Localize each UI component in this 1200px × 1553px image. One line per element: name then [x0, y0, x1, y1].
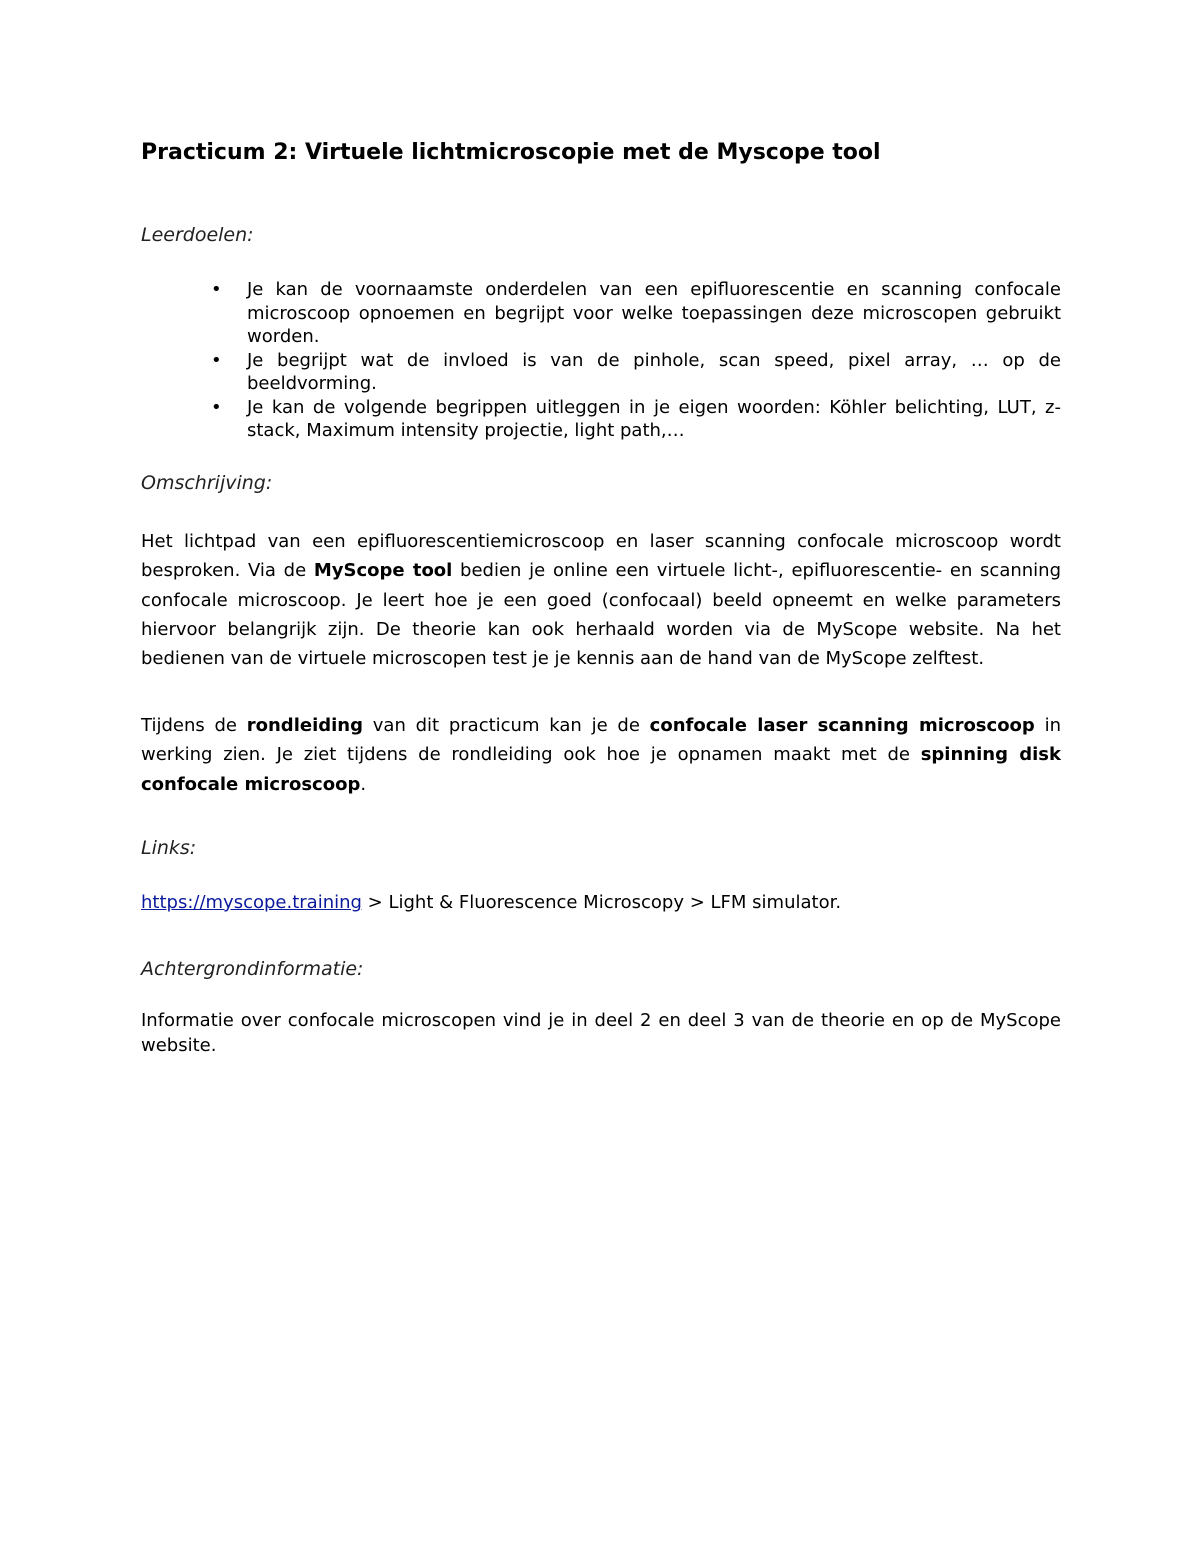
text-span: Het lichtpad van een epifluorescentiemicroscoop en laser scanning confocale microscoop wordt besproken. Via de [141, 531, 1061, 582]
list-item [141, 278, 1061, 349]
list-item-text: Je begrijpt wat de invloed is van de pinhole, scan speed, pixel array, … op de beeldvorming. [247, 349, 1061, 394]
list-item [141, 396, 1061, 443]
links-heading: Links: [141, 837, 197, 859]
bold-confocal-laser: confocale laser scanning microscoop [649, 715, 1035, 736]
bullet-icon: • [211, 349, 222, 371]
text-span: in werking zien. Je ziet tijdens de rondleiding ook hoe je opnamen maakt met de [141, 715, 1061, 766]
text-span: . [360, 773, 367, 795]
omschrijving-heading: Omschrijving: [141, 472, 273, 494]
links-line [141, 892, 841, 913]
bullet-icon: • [211, 279, 222, 300]
bold-myscope-tool: MyScope tool [313, 560, 453, 582]
leerdoelen-list [141, 278, 1061, 443]
text-span: van dit practicum kan je de [363, 715, 650, 736]
link-path-text: > Light & Fluorescence Microscopy > LFM simulator. [361, 892, 842, 913]
list-item-text: Je kan de voornaamste onderdelen van een epifluorescentie en scanning confocale microscoop opnoemen en begrijpt voor welke toepassingen deze microscopen gebruikt worden. [247, 279, 1061, 347]
bullet-icon: • [211, 396, 222, 418]
bold-spinning-disk: spinning disk confocale microscoop [141, 744, 1061, 795]
rondleiding-paragraph [141, 711, 1061, 799]
text-span: Tijdens de [141, 715, 247, 736]
text-span: bedien je online een virtuele licht-, epifluorescentie- en scanning confocale microscoop. Je leert hoe je een goed (confocaal) beeld opneemt en welke parameters hiervoor belangrijk zijn. De theorie kan ook herhaald worden via de MyScope website. Na het bedienen van de virtuele microscopen test je je kennis aan de hand van de MyScope zelftest. [141, 560, 1062, 670]
leerdoelen-heading: Leerdoelen: [141, 224, 254, 246]
list-item [141, 349, 1061, 396]
document-title: Practicum 2: Virtuele lichtmicroscopie met de Myscope tool [141, 140, 881, 165]
bold-rondleiding: rondleiding [246, 715, 363, 736]
omschrijving-paragraph [141, 527, 1061, 673]
list-item-text: Je kan de volgende begrippen uitleggen in je eigen woorden: Köhler belichting, LUT, z-stack, Maximum intensity projectie, light path,… [247, 396, 1061, 441]
achtergrond-heading: Achtergrondinformatie: [141, 958, 364, 980]
myscope-link[interactable]: https://myscope.training [141, 892, 362, 913]
achtergrond-paragraph: Informatie over confocale microscopen vind je in deel 2 en deel 3 van de theorie en op de MyScope website. [141, 1010, 1061, 1056]
